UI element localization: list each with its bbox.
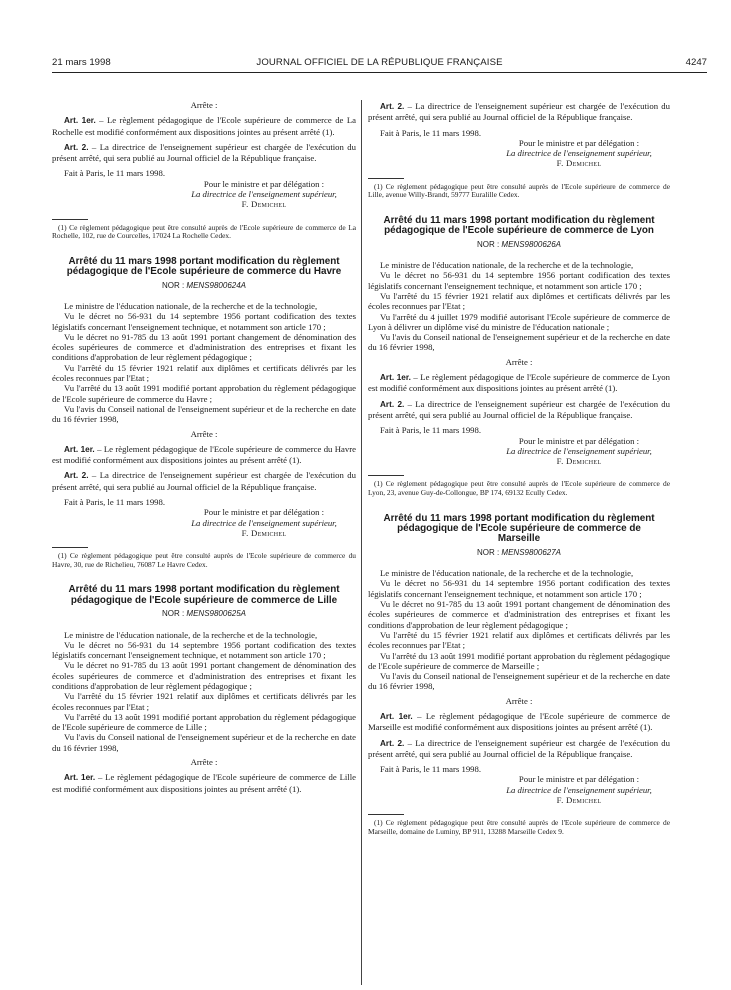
visa-paragraph: Vu le décret no 56-931 du 14 septembre 1956 portant codification des textes législatifs concernant l'enseignement technique, et notamment son article 170 ; — [368, 270, 670, 291]
signature-title: La directrice de l'enseignement supérieur, — [506, 784, 652, 795]
arrete-heading: Arrête : — [190, 100, 218, 110]
visa-paragraph: Vu le décret no 56-931 du 14 septembre 1956 portant codification des textes législatifs concernant l'enseignement technique, et notamment son article 170 ; — [368, 578, 670, 599]
visa-paragraph: Vu l'arrêté du 15 février 1921 relatif aux diplômes et certificats délivrés par les écoles reconnues par l'Etat ; — [52, 362, 356, 384]
preamble-paragraph: Le ministre de l'éducation nationale, de la recherche et de la technologie, — [64, 629, 318, 640]
arrete-heading: Arrête : — [190, 757, 218, 768]
signature-line: Pour le ministre et par délégation : — [203, 507, 325, 518]
signature-date: Fait à Paris, le 11 mars 1998. — [380, 425, 482, 436]
decree-title: Arrêté du 11 mars 1998 portant modification du règlement pédagogique de l'Ecole supérieure de commerce de Lille — [68, 584, 340, 606]
signature-title: La directrice de l'enseignement supérieur, — [191, 189, 337, 200]
header-journal-title: JOURNAL OFFICIEL DE LA RÉPUBLIQUE FRANÇAISE — [256, 57, 503, 68]
column-divider — [361, 100, 362, 985]
signature-line: Pour le ministre et par délégation : — [518, 435, 640, 446]
footnote-separator — [368, 814, 404, 815]
right-column — [368, 101, 670, 847]
visa-paragraph: Vu l'arrêté du 13 août 1991 modifié portant approbation du règlement pédagogique de l'Ecole supérieure de commerce du Havre ; — [52, 383, 356, 404]
signature-title: La directrice de l'enseignement supérieur, — [191, 517, 337, 528]
signature-name: F. Demichel — [241, 527, 287, 538]
signature-date: Fait à Paris, le 11 mars 1998. — [380, 127, 482, 138]
footnote: (1) Ce règlement pédagogique peut être consulté auprès de l'Ecole supérieure de commerce de Lille, avenue Willy-Brandt, 59777 Euralille Cedex. — [368, 181, 670, 200]
article-1 — [52, 444, 356, 466]
visa-paragraph: Vu l'arrêté du 13 août 1991 modifié portant approbation du règlement pédagogique de l'Ecole supérieure de commerce de Marseille ; — [368, 650, 670, 671]
article-text: – Le règlement pédagogique de l'Ecole supérieure de commerce de Marseille est modifié conformément aux dispositions jointes au présent arrêté (1). — [368, 710, 670, 733]
article-text: – Le règlement pédagogique de l'Ecole supérieure de commerce de La Rochelle est modifié conformément aux dispositions jointes au présent arrêté (1). — [52, 115, 356, 137]
signature-title: La directrice de l'enseignement supérieur, — [506, 148, 652, 159]
footnote: (1) Ce règlement pédagogique peut être consulté auprès de l'Ecole supérieure de commerce du Havre, 30, rue de Richelieu, 76087 Le Havre Cedex. — [52, 551, 356, 569]
signature-name: F. Demichel — [556, 795, 602, 806]
visa-paragraph: Vu l'avis du Conseil national de l'enseignement supérieur et de la recherche en date du 16 février 1998, — [52, 732, 356, 753]
signature-name: F. Demichel — [556, 456, 602, 467]
article-2 — [52, 470, 356, 492]
article-text: – La directrice de l'enseignement supérieur est chargée de l'exécution du présent arrêté, qui sera publié au Journal officiel de la République française. — [368, 101, 670, 123]
visa-paragraph: Vu l'avis du Conseil national de l'enseignement supérieur et de la recherche en date du 16 février 1998, — [368, 671, 670, 692]
article-label: Art. 2. — [64, 471, 89, 481]
article-2 — [52, 142, 356, 164]
signature-date: Fait à Paris, le 11 mars 1998. — [64, 168, 166, 179]
page-header — [52, 57, 707, 71]
arrete-heading: Arrête : — [505, 695, 533, 706]
visa-paragraph: Vu l'arrêté du 15 février 1921 relatif aux diplômes et certificats délivrés par les écoles reconnues par l'Etat ; — [368, 629, 670, 651]
article-text: – La directrice de l'enseignement supérieur est chargée de l'exécution du présent arrêté, qui sera publié au Journal officiel de la République française. — [52, 141, 356, 164]
article-1 — [368, 711, 670, 733]
decree-title: Arrêté du 11 mars 1998 portant modification du règlement pédagogique de l'Ecole supérieure de commerce de Marseille — [383, 512, 655, 545]
footnote-separator — [52, 219, 88, 220]
visa-paragraph: Vu le décret no 91-785 du 13 août 1991 portant changement de dénomination des écoles supérieures de commerce et d'administration des entreprises et fixant les conditions d'approbation de leur règlement pédagogique ; — [368, 599, 670, 630]
article-label: Art. 2. — [64, 142, 89, 152]
visa-paragraph: Vu l'avis du Conseil national de l'enseignement supérieur et de la recherche en date du 16 février 1998, — [368, 332, 670, 353]
nor-reference: NOR : MENS9800627A — [476, 547, 562, 557]
preamble-paragraph: Le ministre de l'éducation nationale, de la recherche et de la technologie, — [64, 300, 318, 311]
nor-reference: NOR : MENS9800626A — [476, 239, 562, 249]
signature-date: Fait à Paris, le 11 mars 1998. — [64, 497, 166, 508]
signature-date: Fait à Paris, le 11 mars 1998. — [380, 764, 482, 775]
signature-line: Pour le ministre et par délégation : — [203, 178, 325, 189]
article-label: Art. 2. — [380, 399, 405, 409]
footnote: (1) Ce règlement pédagogique peut être consulté auprès de l'Ecole supérieure de commerce de Marseille, domaine de Luminy, BP 911, 13288 Marseille Cedex 9. — [368, 818, 670, 836]
article-text: – Le règlement pédagogique de l'Ecole supérieure de commerce de Lille est modifié conformément aux dispositions jointes au présent arrêté (1). — [52, 772, 356, 794]
signature-line: Pour le ministre et par délégation : — [518, 774, 640, 785]
article-text: – La directrice de l'enseignement supérieur est chargée de l'exécution du présent arrêté, qui sera publié au Journal officiel de la République française. — [368, 398, 670, 420]
nor-reference: NOR : MENS9800624A — [161, 280, 247, 290]
visa-paragraph: Vu le décret no 56-931 du 14 septembre 1956 portant codification des textes législatifs concernant l'enseignement technique, et notamment son article 170 ; — [52, 639, 356, 661]
article-label: Art. 1er. — [380, 373, 411, 383]
footnote-separator — [368, 475, 404, 476]
article-text: – Le règlement pédagogique de l'Ecole supérieure de commerce de Lyon est modifié conformément aux dispositions jointes au présent arrêté (1). — [368, 372, 670, 394]
preamble-paragraph: Le ministre de l'éducation nationale, de la recherche et de la technologie, — [380, 568, 634, 579]
article-label: Art. 1er. — [64, 773, 96, 783]
article-text: – La directrice de l'enseignement supérieur est chargée de l'exécution du présent arrêté, qui sera publié au Journal officiel de la République française. — [368, 737, 670, 759]
header-rule — [52, 72, 707, 73]
footnote-separator — [368, 178, 404, 179]
decree-title: Arrêté du 11 mars 1998 portant modification du règlement pédagogique de l'Ecole supérieure de commerce du Havre — [66, 255, 342, 278]
footnote-separator — [52, 547, 88, 548]
article-label: Art. 2. — [380, 738, 405, 748]
footnote: (1) Ce règlement pédagogique peut être consulté auprès de l'Ecole supérieure de commerce de Lyon, 23, avenue Guy-de-Collongue, BP 174, 69132 Ecully Cedex. — [368, 479, 670, 498]
visa-paragraph: Vu l'avis du Conseil national de l'enseignement supérieur et de la recherche en date du 16 février 1998, — [52, 403, 356, 425]
visa-paragraph: Vu l'arrêté du 4 juillet 1979 modifié autorisant l'Ecole supérieure de commerce de Lyon à délivrer un diplôme visé du ministre de l'éducation nationale ; — [368, 311, 670, 332]
left-column — [52, 100, 356, 799]
article-label: Art. 1er. — [64, 444, 95, 454]
arrete-heading: Arrête : — [190, 428, 218, 439]
nor-reference: NOR : MENS9800625A — [161, 609, 247, 619]
visa-paragraph: Vu le décret no 91-785 du 13 août 1991 portant changement de dénomination des écoles supérieures de commerce et d'administration des entreprises et fixant les conditions d'approbation de leur règlement pédagogique ; — [52, 660, 356, 691]
header-date: 21 mars 1998 — [52, 57, 111, 68]
article-label: Art. 1er. — [64, 116, 96, 126]
signature-line: Pour le ministre et par délégation : — [518, 137, 640, 148]
preamble-paragraph: Le ministre de l'éducation nationale, de la recherche et de la technologie, — [380, 260, 634, 271]
article-2 — [368, 738, 670, 760]
article-text: – Le règlement pédagogique de l'Ecole supérieure de commerce du Havre est modifié conformément aux dispositions jointes au présent arrêté (1). — [52, 443, 357, 466]
signature-name: F. Demichel — [556, 158, 602, 169]
footnote: (1) Ce règlement pédagogique peut être consulté auprès de l'Ecole supérieure de commerce de La Rochelle, 102, rue de Courcelles, 17024 La Rochelle Cedex. — [52, 222, 356, 241]
article-1 — [52, 772, 356, 794]
visa-paragraph: Vu l'arrêté du 15 février 1921 relatif aux diplômes et certificats délivrés par les écoles reconnues par l'Etat ; — [52, 691, 356, 712]
header-page-number: 4247 — [685, 57, 707, 68]
article-2 — [368, 101, 670, 123]
article-text: – La directrice de l'enseignement supérieur est chargée de l'exécution du présent arrêté, qui sera publié au Journal officiel de la République française. — [52, 470, 356, 492]
article-label: Art. 1er. — [380, 711, 413, 721]
article-1 — [52, 115, 356, 137]
signature-title: La directrice de l'enseignement supérieur, — [506, 445, 652, 456]
decree-title: Arrêté du 11 mars 1998 portant modification du règlement pédagogique de l'Ecole supérieure de commerce de Lyon — [383, 214, 655, 237]
arrete-heading: Arrête : — [505, 356, 533, 367]
visa-paragraph: Vu l'arrêté du 15 février 1921 relatif aux diplômes et certificats délivrés par les écoles reconnues par l'Etat ; — [368, 290, 670, 312]
visa-paragraph: Vu le décret no 91-785 du 13 août 1991 portant changement de dénomination des écoles supérieures de commerce et d'administration des entreprises et fixant les conditions d'approbation de leur règlement pédagogique ; — [52, 331, 356, 363]
article-2 — [368, 399, 670, 421]
visa-paragraph: Vu l'arrêté du 13 août 1991 modifié portant approbation du règlement pédagogique de l'Ecole supérieure de commerce de Lille ; — [52, 711, 356, 733]
article-1 — [368, 372, 670, 394]
article-label: Art. 2. — [380, 102, 405, 111]
signature-name: F. Demichel — [241, 199, 287, 210]
visa-paragraph: Vu le décret no 56-931 du 14 septembre 1956 portant codification des textes législatifs concernant l'enseignement technique, et notamment son article 170 ; — [52, 311, 356, 332]
